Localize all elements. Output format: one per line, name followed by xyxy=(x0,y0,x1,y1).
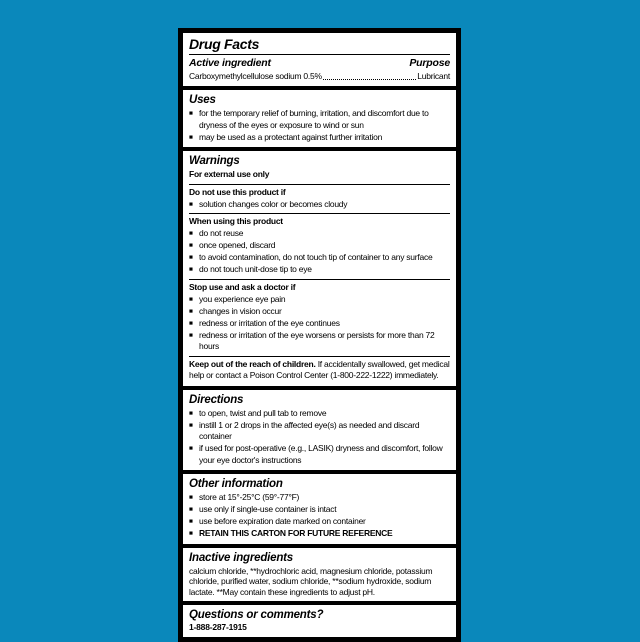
uses-title: Uses xyxy=(189,94,216,106)
drug-facts-title: Drug Facts xyxy=(189,36,450,55)
bullet-square-icon xyxy=(189,528,199,540)
section-questions xyxy=(183,601,456,637)
active-ingredient-heading: Active ingredient xyxy=(189,57,271,69)
list-item: ■ may be used as a protectant against further irritation xyxy=(189,132,450,144)
bullet-square-icon xyxy=(189,240,199,252)
bullet-square-icon xyxy=(189,264,199,276)
list-item: ■ solution changes color or becomes cloudy xyxy=(189,199,450,211)
bullet-square-icon xyxy=(189,504,199,516)
section-active-ingredient xyxy=(183,33,456,86)
keep-out-paragraph xyxy=(189,359,450,382)
section-uses xyxy=(183,86,456,147)
list-item: ■ instill 1 or 2 drops in the affected eye(s) as needed and discard container xyxy=(189,420,450,443)
bullet-square-icon xyxy=(189,330,199,353)
list-item: ■ for the temporary relief of burning, irritation, and discomfort due to dryness of the eyes or exposure to wind or sun xyxy=(189,108,450,131)
questions-phone-number: 1-888-287-1915 xyxy=(189,622,247,632)
warnings-title: Warnings xyxy=(189,155,240,167)
retain-carton-note: RETAIN THIS CARTON FOR FUTURE REFERENCE xyxy=(199,528,393,538)
when-using-heading: When using this product xyxy=(189,216,283,226)
list-item: ■ you experience eye pain xyxy=(189,294,450,306)
list-item: ■ changes in vision occur xyxy=(189,306,450,318)
stop-use-heading: Stop use and ask a doctor if xyxy=(189,281,296,292)
list-item: ■ use only if single-use container is intact xyxy=(189,504,450,516)
bullet-square-icon xyxy=(189,318,199,330)
bullet-square-icon xyxy=(189,443,199,466)
inactive-ingredients-title: Inactive ingredients xyxy=(189,551,294,564)
bullet-square-icon xyxy=(189,228,199,240)
section-inactive-ingredients xyxy=(183,544,456,602)
divider xyxy=(189,184,450,185)
list-item: ■ store at 15°-25°C (59°-77°F) xyxy=(189,492,450,504)
bullet-square-icon xyxy=(189,408,199,420)
keep-out-lead: Keep out of the reach of children. xyxy=(189,358,316,369)
divider xyxy=(189,356,450,357)
ingredient-name: Carboxymethylcellulose sodium 0.5% xyxy=(189,71,322,81)
list-item xyxy=(189,528,450,540)
list-item: ■ redness or irritation of the eye worsens or persists for more than 72 hours xyxy=(189,330,450,353)
list-item: ■ once opened, discard xyxy=(189,240,450,252)
list-item: ■ if used for post-operative (e.g., LASIK) dryness and discomfort, follow your eye doctor's instructions xyxy=(189,443,450,466)
list-item: ■ to open, twist and pull tab to remove xyxy=(189,408,450,420)
keep-out-text: If accidentally swallowed, get medical help or contact a Poison Control Center (1-800-222-1222) immediately. xyxy=(189,358,450,380)
list-item: ■ use before expiration date marked on container xyxy=(189,516,450,528)
drug-facts-panel xyxy=(178,28,461,642)
external-use-note: For external use only xyxy=(189,169,270,179)
dotted-leader xyxy=(323,79,417,80)
directions-title: Directions xyxy=(189,393,244,406)
list-item: ■ to avoid contamination, do not touch tip of container to any surface xyxy=(189,252,450,264)
bullet-square-icon xyxy=(189,108,199,131)
bullet-square-icon xyxy=(189,132,199,144)
list-item: ■ redness or irritation of the eye continues xyxy=(189,318,450,330)
ingredient-purpose: Lubricant xyxy=(417,71,450,81)
section-directions xyxy=(183,386,456,471)
bullet-square-icon xyxy=(189,294,199,306)
other-information-title: Other information xyxy=(189,478,283,490)
inactive-ingredients-text: calcium chloride, **hydrochloric acid, magnesium chloride, potassium chloride, purified water, sodium chloride, **sodium hydroxide, sodium lactate. **May contain these ingredients to adjust pH. xyxy=(189,565,433,597)
divider xyxy=(189,279,450,280)
purpose-heading: Purpose xyxy=(409,57,450,69)
bullet-square-icon xyxy=(189,420,199,443)
list-item: ■ do not reuse xyxy=(189,228,450,240)
do-not-use-heading: Do not use this product if xyxy=(189,186,286,197)
bullet-square-icon xyxy=(189,252,199,264)
bullet-square-icon xyxy=(189,199,199,211)
questions-title: Questions or comments? xyxy=(189,609,324,621)
divider xyxy=(189,213,450,214)
section-warnings xyxy=(183,147,456,386)
section-other-information xyxy=(183,470,456,544)
bullet-square-icon xyxy=(189,492,199,504)
list-item: ■ do not touch unit-dose tip to eye xyxy=(189,264,450,276)
bullet-square-icon xyxy=(189,516,199,528)
bullet-square-icon xyxy=(189,306,199,318)
